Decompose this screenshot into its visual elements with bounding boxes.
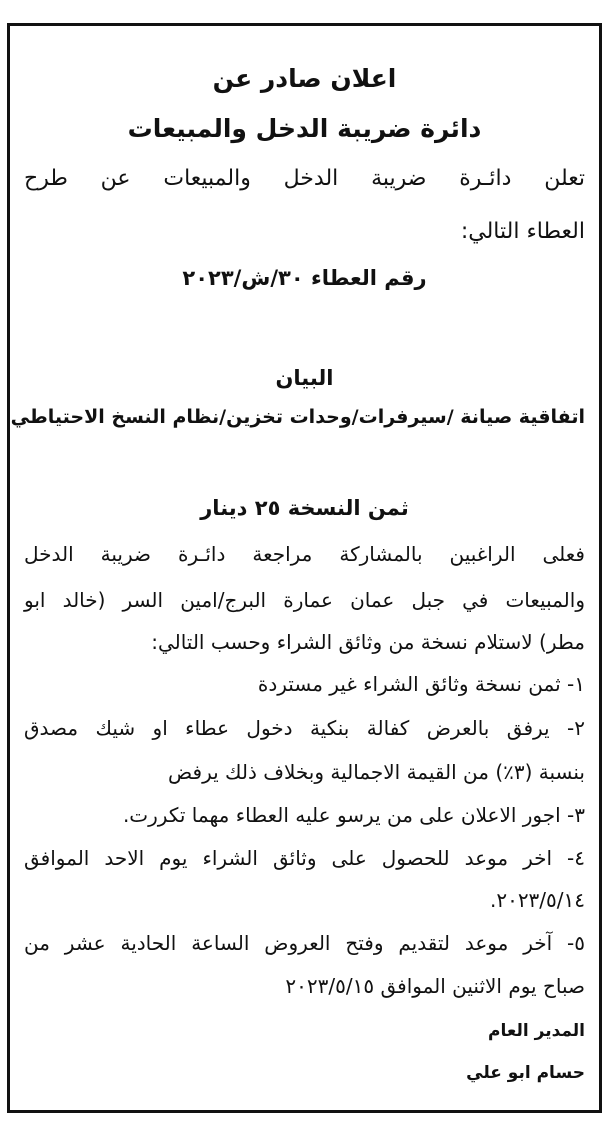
list-item-2: ٢- يرفق بالعرض كفالة بنكية دخول عطاء او شيك مصدق [24,716,585,740]
body-line: فعلى الراغبين بالمشاركة مراجعة دائـرة ضريبة الدخل [24,542,585,566]
department-name: دائرة ضريبة الدخل والمبيعات [127,114,482,143]
statement-text: اتفاقية صيانة /سيرفرات/وحدات تخزين/نظام النسخ الاحتياطي [10,406,585,428]
list-item-5: ٥- آخر موعد لتقديم وفتح العروض الساعة الحادية عشر من [24,931,585,955]
notice-title: اعلان صادر عن [212,64,397,93]
body-line: مطر) لاستلام نسخة من وثائق الشراء وحسب التالي: [151,630,585,654]
list-item-1: ١- ثمن نسخة وثائق الشراء غير مستردة [257,672,585,696]
list-item-4-date: ٢٠٢٣/٥/١٤. [489,888,585,912]
signatory-name: حسام ابو علي [466,1063,585,1083]
list-item-3: ٣- اجور الاعلان على من يرسو عليه العطاء مهما تكررت. [122,803,585,827]
tender-number: رقم العطاء ٣٠/ش/٢٠٢٣ [182,266,427,290]
tender-notice [7,23,602,1113]
statement-heading: البيان [275,366,334,390]
list-item-4: ٤- اخر موعد للحصول على وثائق الشراء يوم الاحد الموافق [24,846,585,870]
body-line: والمبيعات في جبل عمان عمارة البرج/امين السر (خالد ابو [24,588,585,612]
signatory-title: المدير العام [488,1021,585,1041]
intro-line-1: تعلن دائـرة ضريبة الدخل والمبيعات عن طرح [24,166,585,191]
copy-price: ثمن النسخة ٢٥ دينار [200,496,409,520]
intro-line-2: العطاء التالي: [460,219,585,244]
list-item-5-date: صباح يوم الاثنين الموافق ٢٠٢٣/٥/١٥ [285,974,585,998]
list-item-2-continued: بنسبة (٣٪) من القيمة الاجمالية وبخلاف ذلك يرفض [168,760,585,784]
